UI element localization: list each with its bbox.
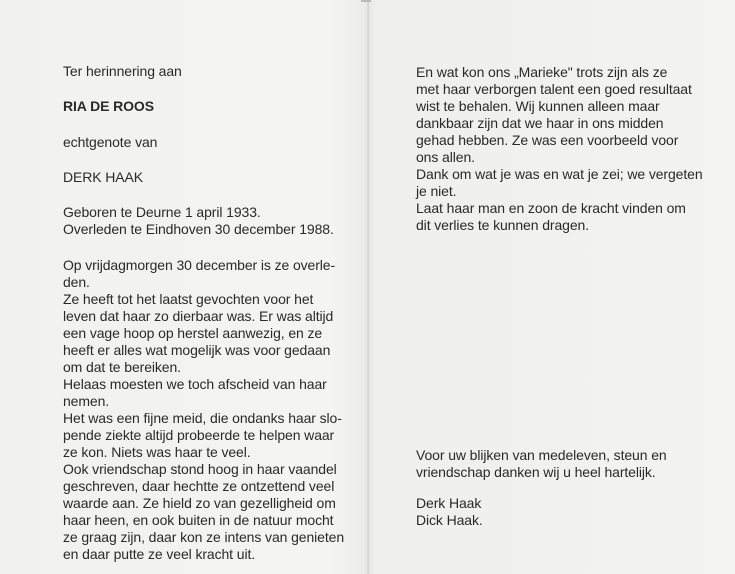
paragraph-line: met haar verborgen talent een goed resultaat (416, 81, 692, 97)
paragraph-line: pende ziekte altijd probeerde te helpen waar (63, 427, 335, 443)
left-body (63, 257, 363, 563)
body-paragraph (416, 64, 708, 166)
paragraph-line: en daar putte ze veel kracht uit. (63, 546, 256, 562)
paragraph-line: En wat kon ons „Marieke" trots zijn als ze (416, 64, 668, 80)
body-paragraph (63, 410, 363, 461)
body-paragraph (416, 166, 708, 200)
paragraph-line: Ze heeft tot het laatst gevochten voor het (63, 291, 314, 307)
thanks-line: vriendschap danken wij u heel hartelijk. (416, 464, 656, 480)
signatures (416, 495, 483, 529)
body-paragraph (416, 200, 708, 234)
right-page (416, 64, 708, 528)
spouse-label: echtgenote van (63, 134, 158, 150)
intro-text: Ter herinnering aan (63, 63, 182, 79)
deceased-name: RIA DE ROOS (63, 98, 154, 114)
body-paragraph (63, 376, 363, 410)
card-fold (367, 0, 369, 574)
paragraph-line: waarde aan. Ze hield zo van gezelligheid om (63, 495, 336, 511)
left-page (63, 63, 363, 563)
paragraph-line: dit verlies te kunnen dragen. (416, 217, 589, 233)
paragraph-line: dankbaar zijn dat we haar in ons midden (416, 115, 664, 131)
paragraph-line: Dank om wat je was en wat je zei; we vergeten (416, 166, 703, 182)
paragraph-line: haar heen, en ook buiten in de natuur mocht (63, 512, 334, 528)
spouse-name: DERK HAAK (63, 169, 144, 185)
paragraph-line: ze graag zijn, daar kon ze intens van genieten (63, 529, 345, 545)
paragraph-line: geschreven, daar hechtte ze ontzettend veel (63, 478, 335, 494)
thanks-block (416, 447, 708, 481)
body-paragraph (63, 291, 363, 376)
paragraph-line: nemen. (63, 393, 110, 409)
fold-mark (361, 0, 371, 2)
signature-line: Dick Haak. (416, 512, 483, 528)
paragraph-line: wist te behalen. Wij kunnen alleen maar (416, 98, 660, 114)
paragraph-line: ons allen. (416, 149, 475, 165)
paragraph-line: Op vrijdagmorgen 30 december is ze overle- (63, 257, 336, 273)
paragraph-line: Ook vriendschap stond hoog in haar vaandel (63, 461, 337, 477)
death-line: Overleden te Eindhoven 30 december 1988. (63, 221, 334, 237)
paragraph-line: heeft er alles wat mogelijk was voor gedaan (63, 342, 331, 358)
birth-line: Geboren te Deurne 1 april 1933. (63, 204, 261, 220)
paragraph-line: Laat haar man en zoon de kracht vinden om (416, 200, 686, 216)
paragraph-line: ze kon. Niets was haar te veel. (63, 444, 251, 460)
paragraph-line: gehad hebben. Ze was een voorbeeld voor (416, 132, 679, 148)
thanks-line: Voor uw blijken van medeleven, steun en (416, 447, 667, 463)
paragraph-line: je niet. (416, 183, 457, 199)
paragraph-line: een vage hoop op herstel aanwezig, en ze (63, 325, 323, 341)
paragraph-line: Het was een fijne meid, die ondanks haar slo- (63, 410, 342, 426)
paragraph-line: Helaas moesten we toch afscheid van haar (63, 376, 327, 392)
paragraph-line: om dat te bereiken. (63, 359, 181, 375)
body-paragraph (63, 461, 363, 563)
body-paragraph (63, 257, 363, 291)
right-body (416, 64, 708, 234)
paragraph-line: leven dat haar zo dierbaar was. Er was altijd (63, 308, 334, 324)
signature-line: Derk Haak (416, 495, 482, 511)
paragraph-line: den. (63, 274, 90, 290)
